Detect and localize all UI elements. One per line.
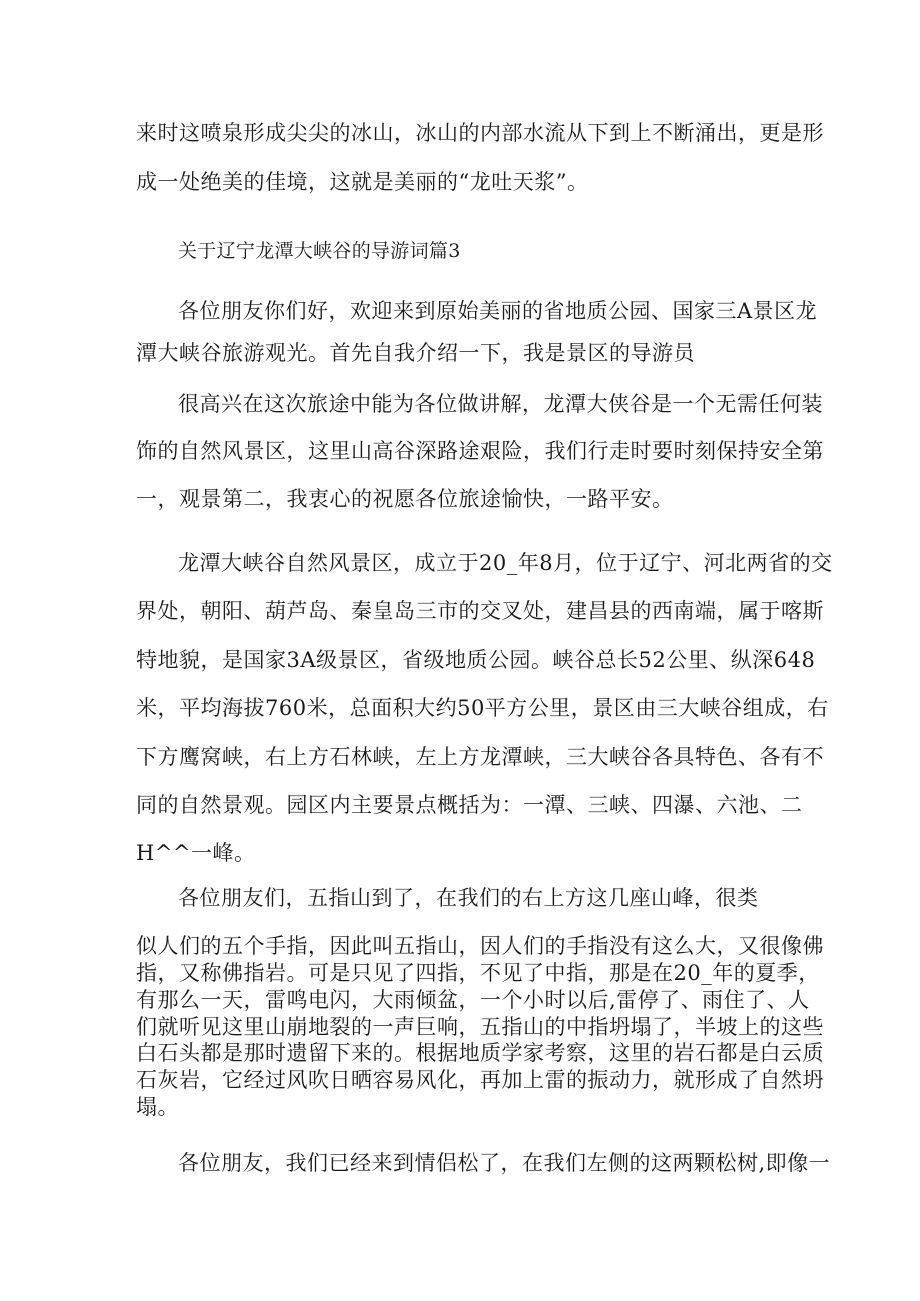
text-line: 各位朋友，我们已经来到情侣松了，在我们左侧的这两颗松树,即像一: [178, 1151, 831, 1175]
text-line: 塌。: [136, 1095, 179, 1119]
text-line: 指，又称佛指岩。可是只见了四指，不见了中指，那是在20_年的夏季，: [136, 961, 820, 985]
text-line: 各位朋友你们好，欢迎来到原始美丽的省地质公园、国家三A景区龙: [178, 299, 818, 323]
text-line: 一，观景第二，我衷心的祝愿各位旅途愉快，一路平安。: [136, 487, 674, 511]
text-line: 龙潭大峡谷自然风景区，成立于20_年8月，位于辽宁、河北两省的交: [178, 551, 833, 575]
text-line: H^^一峰。: [136, 841, 256, 865]
text-line: 潭大峡谷旅游观光。首先自我介绍一下，我是景区的导游员: [136, 341, 695, 365]
text-line: 石灰岩，它经过风吹日晒容易风化，再加上雷的振动力，就形成了自然坍: [136, 1068, 824, 1092]
text-line: 有那么一天，雷鸣电闪，大雨倾盆，一个小时以后,雷停了、雨住了、人: [136, 988, 810, 1012]
text-line: 似人们的五个手指，因此叫五指山，因人们的手指没有这么大，又很像佛: [136, 934, 824, 958]
text-line: 白石头都是那时遗留下来的。根据地质学家考察，这里的岩石都是白云质: [136, 1041, 824, 1065]
text-line: 特地貌，是国家3A级景区，省级地质公园。峡谷总长52公里、纵深648: [136, 648, 816, 672]
text-line: 各位朋友们，五指山到了，在我们的右上方这几座山峰，很类: [178, 886, 759, 910]
text-line: 成一处绝美的佳境，这就是美丽的“龙吐天浆”。: [136, 170, 589, 194]
text-line: 们就听见这里山崩地裂的一声巨响，五指山的中指坍塌了，半坡上的这些: [136, 1015, 824, 1039]
text-line: 来时这喷泉形成尖尖的冰山，冰山的内部水流从下到上不断涌出，更是形: [136, 121, 824, 145]
section-heading: 关于辽宁龙潭大峡谷的导游词篇3: [178, 240, 461, 262]
text-line: 饰的自然风景区，这里山高谷深路途艰险，我们行走时要时刻保持安全第: [136, 439, 824, 463]
text-line: 同的自然景观。园区内主要景点概括为：一潭、三峡、四瀑、六池、二: [136, 793, 803, 817]
text-line: 很高兴在这次旅途中能为各位做讲解，龙潭大侠谷是一个无需任何装: [178, 392, 823, 416]
text-line: 米，平均海拔760米，总面积大约50平方公里，景区由三大峡谷组成，右: [136, 696, 829, 720]
text-line: 界处，朝阳、葫芦岛、秦皇岛三市的交叉处，建昌县的西南端，属于喀斯: [136, 599, 824, 623]
text-line: 下方鹰窝峡，右上方石林峡，左上方龙潭峡，三大峡谷各具特色、各有不: [136, 745, 824, 769]
